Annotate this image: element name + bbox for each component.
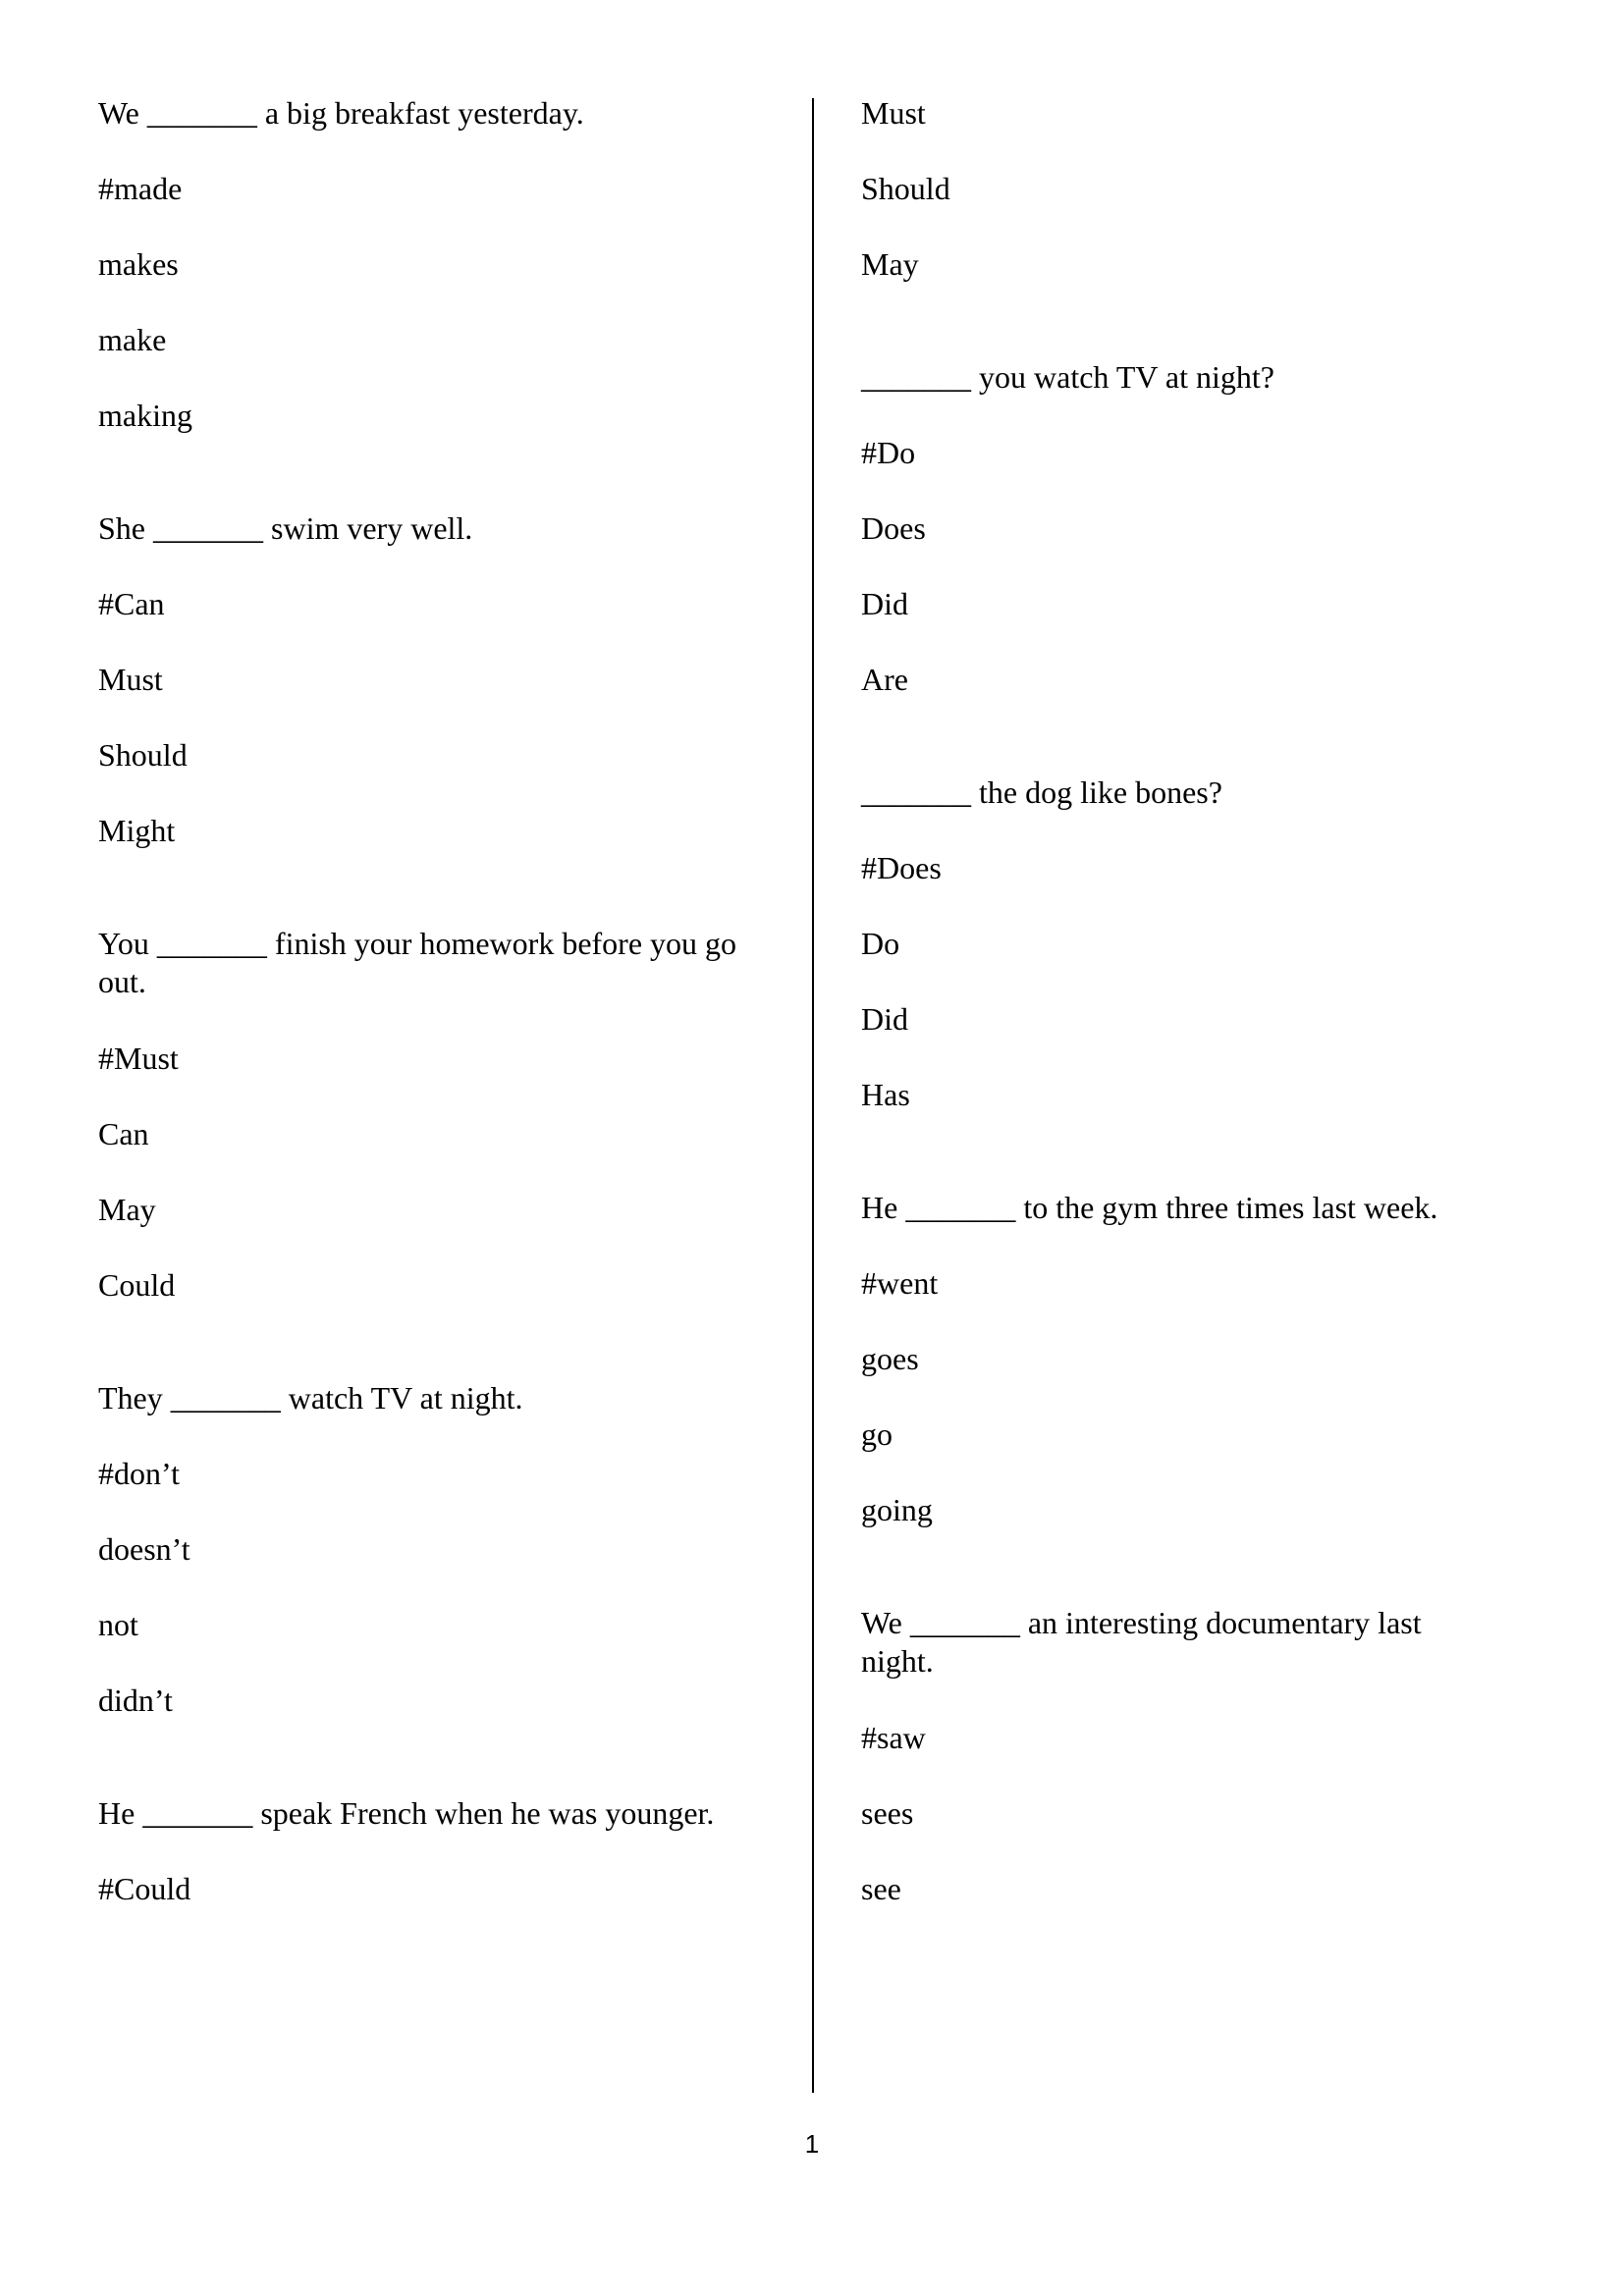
answer-option: making (98, 398, 192, 433)
answer-option: #saw (861, 1720, 926, 1755)
answer-option: #went (861, 1265, 939, 1301)
answer-option: goes (861, 1341, 919, 1376)
question-text: He _______ to the gym three times last week. (861, 1190, 1438, 1225)
right-column (861, 94, 1489, 1946)
question-block (861, 774, 1489, 1113)
answer-option: May (98, 1192, 156, 1227)
answer-option: Has (861, 1077, 910, 1112)
answer-option: sees (861, 1795, 914, 1831)
question-block (861, 1189, 1489, 1528)
left-column (98, 94, 766, 1946)
answer-option: #made (98, 171, 183, 206)
answer-option: didn’t (98, 1682, 173, 1718)
question-text: _______ you watch TV at night? (861, 359, 1274, 395)
answer-option: Should (861, 171, 950, 206)
question-text: _______ the dog like bones? (861, 774, 1222, 810)
answer-option: #Must (98, 1041, 179, 1076)
page-number: 1 (804, 2129, 820, 2159)
answer-option: make (98, 322, 167, 357)
question-block (98, 509, 766, 849)
answer-option: not (98, 1607, 138, 1642)
answer-option: #don’t (98, 1456, 180, 1491)
answer-option: makes (98, 246, 179, 282)
question-block (861, 358, 1489, 698)
answer-option: going (861, 1492, 933, 1527)
question-block (98, 1794, 766, 1907)
answer-option: Must (98, 662, 163, 697)
answer-option: #Could (98, 1871, 191, 1906)
question-text: You _______ finish your homework before you go out. (98, 926, 737, 999)
answer-option: May (861, 246, 919, 282)
question-text: He _______ speak French when he was younger. (98, 1795, 715, 1831)
answer-option: #Do (861, 435, 916, 470)
answer-option: see (861, 1871, 901, 1906)
question-block-continued (861, 94, 1489, 283)
answer-option: Are (861, 662, 908, 697)
question-text: They _______ watch TV at night. (98, 1380, 523, 1415)
answer-option: Must (861, 95, 926, 131)
question-block (98, 1379, 766, 1719)
answer-option: Did (861, 586, 908, 621)
answer-option: Could (98, 1267, 176, 1303)
question-block (98, 925, 766, 1304)
answer-option: Might (98, 813, 176, 848)
answer-option: Did (861, 1001, 908, 1037)
answer-option: go (861, 1416, 893, 1452)
question-block (861, 1604, 1489, 1907)
question-text: She _______ swim very well. (98, 510, 473, 546)
question-text: We _______ an interesting documentary last night. (861, 1605, 1422, 1679)
answer-option: Does (861, 510, 926, 546)
question-block (98, 94, 766, 434)
question-text: We _______ a big breakfast yesterday. (98, 95, 584, 131)
answer-option: #Can (98, 586, 165, 621)
answer-option: Do (861, 926, 900, 961)
answer-option: doesn’t (98, 1531, 190, 1567)
answer-option: #Does (861, 850, 942, 885)
answer-option: Should (98, 737, 188, 773)
answer-option: Can (98, 1116, 149, 1151)
column-divider (812, 98, 814, 2093)
